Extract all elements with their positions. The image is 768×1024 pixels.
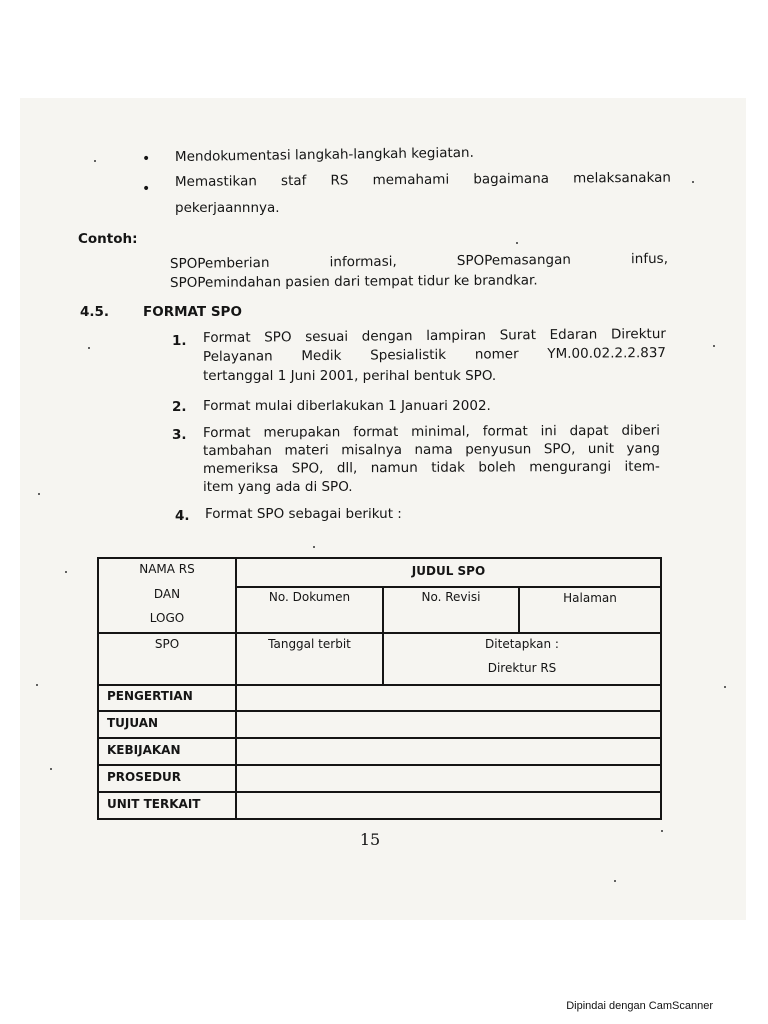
word: item-	[624, 458, 660, 475]
scan-speck	[50, 768, 52, 770]
scan-speck	[713, 345, 715, 347]
page-number: 15	[359, 830, 381, 849]
word: SPO	[264, 329, 292, 346]
scan-speck	[516, 242, 518, 244]
word: melaksanakan	[573, 169, 672, 187]
word: memahami	[372, 171, 450, 189]
scan-speck	[38, 493, 40, 495]
word: tidak	[431, 459, 465, 476]
scan-speck	[65, 571, 67, 573]
word: Spesialistik	[370, 346, 447, 364]
word: SPO,	[291, 460, 324, 477]
scan-speck	[692, 181, 694, 183]
word: dll,	[336, 460, 358, 477]
table-halaman: Halaman	[563, 591, 617, 605]
word: SPOPemasangan	[456, 251, 571, 269]
item-1-line-3: tertanggal 1 Juni 2001, perihal bentuk SPO.	[203, 368, 497, 384]
table-ditetapkan: Ditetapkan :	[485, 637, 559, 651]
scan-speck	[94, 160, 96, 162]
table-dan: DAN	[153, 587, 181, 601]
scanner-footer: Dipindai dengan CamScanner	[566, 1000, 713, 1012]
word: yang	[626, 440, 660, 457]
table-row-pengertian: PENGERTIAN	[107, 689, 193, 703]
item-3-line-3	[203, 458, 660, 478]
item-number-2: 2.	[172, 399, 187, 415]
item-3-line-2	[203, 440, 660, 460]
word: Surat	[499, 327, 537, 344]
table-direktur-rs: Direktur RS	[487, 661, 557, 675]
table-no-revisi: No. Revisi	[421, 590, 481, 604]
word: unit	[587, 440, 615, 457]
word: bagaimana	[473, 170, 550, 188]
item-number-4: 4.	[175, 508, 190, 524]
word: lampiran	[426, 327, 487, 345]
table-logo: LOGO	[149, 611, 185, 625]
bullet-dot: •	[142, 151, 151, 167]
word: diberi	[621, 422, 661, 439]
word: penyusun	[465, 441, 532, 458]
section-number: 4.5.	[80, 304, 110, 320]
word: materi	[284, 442, 329, 459]
word: RS	[330, 172, 349, 189]
word: Format	[202, 424, 251, 441]
word: Edaran	[549, 326, 598, 343]
word: dapat	[569, 422, 609, 440]
word: merupakan	[263, 424, 341, 441]
item-4-text: Format SPO sebagai berikut :	[205, 506, 402, 522]
scan-speck	[313, 546, 315, 548]
word: YM.00.02.2.2.837	[547, 344, 667, 362]
word: minimal,	[411, 423, 470, 440]
spo-format-table	[97, 557, 662, 820]
word: boleh	[478, 459, 516, 476]
word: Pelayanan	[202, 348, 273, 365]
bullet-text-1: Mendokumentasi langkah-langkah kegiatan.	[174, 144, 474, 165]
item-number-3: 3.	[172, 427, 187, 443]
scan-speck	[724, 686, 726, 688]
table-spo: SPO	[154, 637, 180, 651]
word: sesuai	[305, 328, 349, 346]
word: Memastikan	[174, 173, 257, 190]
table-nama-rs: NAMA RS	[139, 562, 195, 576]
scan-speck	[36, 684, 38, 686]
bullet-dot: •	[142, 181, 151, 197]
item-number-1: 1.	[172, 333, 187, 349]
word: nomer	[474, 346, 519, 363]
word: mengurangi	[529, 458, 612, 476]
word: format	[482, 423, 528, 440]
table-row-tujuan: TUJUAN	[107, 716, 159, 730]
word: ini	[540, 423, 557, 440]
scan-speck	[661, 830, 663, 832]
item-3-line-1	[203, 422, 660, 442]
table-no-dokumen: No. Dokumen	[268, 590, 351, 604]
word: Direktur	[610, 325, 666, 343]
table-row-kebijakan: KEBIJAKAN	[107, 743, 181, 757]
item-3-line-4: item yang ada di SPO.	[203, 479, 353, 495]
word: tambahan	[202, 442, 272, 459]
table-tanggal-terbit: Tanggal terbit	[268, 637, 351, 651]
table-row-prosedur: PROSEDUR	[107, 770, 182, 784]
word: nama	[414, 441, 453, 458]
word: misalnya	[341, 441, 403, 459]
table-row-unit-terkait: UNIT TERKAIT	[107, 797, 201, 811]
word: format	[353, 423, 399, 441]
scan-speck	[614, 880, 616, 882]
contoh-label: Contoh:	[78, 231, 138, 247]
scan-speck	[88, 347, 90, 349]
word: SPOPemberian	[169, 254, 270, 272]
word: infus,	[630, 250, 669, 268]
section-title: FORMAT SPO	[143, 304, 242, 320]
word: staf	[280, 172, 307, 190]
table-judul-spo: JUDUL SPO	[411, 564, 486, 578]
word: informasi,	[329, 253, 397, 271]
word: Format	[202, 329, 251, 346]
word: Medik	[301, 347, 342, 365]
word: namun	[370, 459, 418, 477]
item-2-text: Format mulai diberlakukan 1 Januari 2002.	[203, 398, 491, 414]
contoh-line-2: SPOPemindahan pasien dari tempat tidur ke brandkar.	[169, 272, 538, 291]
word: dengan	[361, 328, 413, 345]
word: memeriksa	[202, 460, 279, 477]
bullet-text-2-cont: pekerjaannnya.	[175, 200, 280, 216]
word: SPO,	[543, 441, 576, 458]
